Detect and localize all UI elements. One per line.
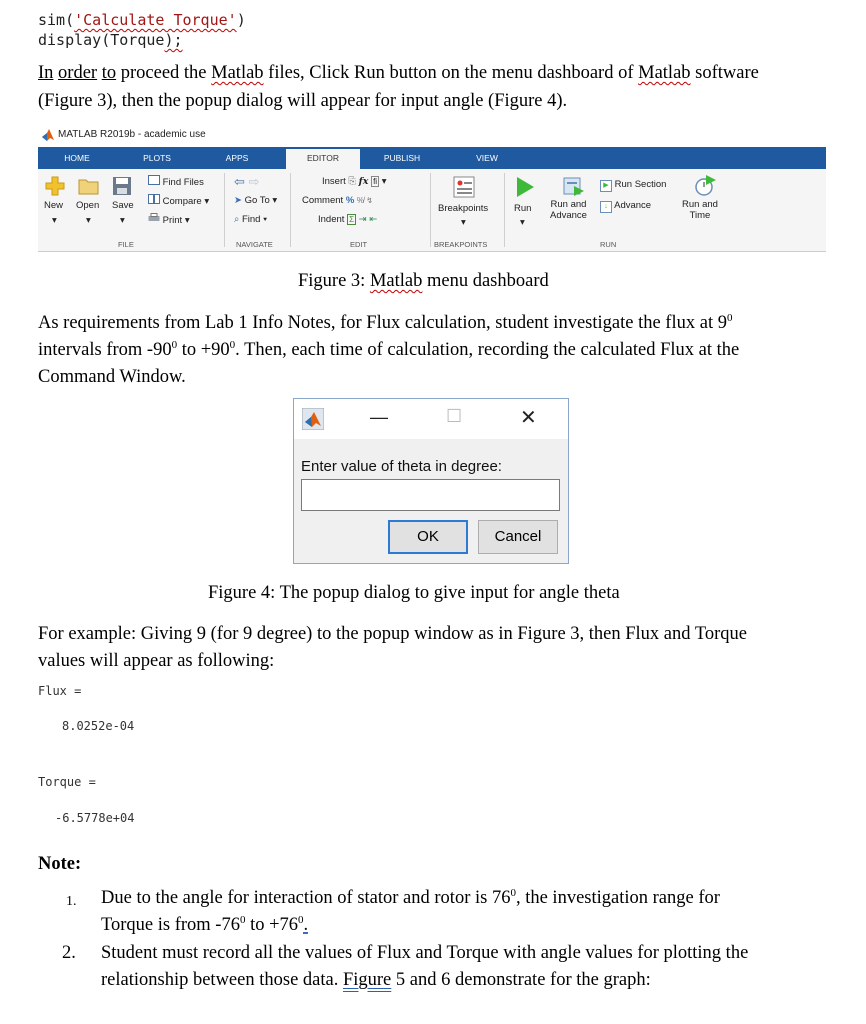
tab-apps[interactable]: APPS: [225, 153, 249, 163]
note-2-line-1: Student must record all the values of Flux and Torque with angle values for plotting the: [101, 943, 749, 963]
new-plus-icon[interactable]: [44, 175, 66, 197]
indent-button[interactable]: Indent Σ ⇥ ⇤: [318, 214, 378, 225]
save-disk-icon[interactable]: [112, 176, 132, 196]
matlab-logo-icon: [302, 408, 324, 430]
compare-icon: [148, 194, 160, 204]
breakpoints-group-label: BREAKPOINTS: [434, 240, 488, 249]
matlab-ribbon: [38, 169, 826, 252]
run-and-advance-button[interactable]: Run and Advance: [550, 199, 587, 221]
run-and-time-icon[interactable]: [694, 173, 718, 197]
magnifier-icon: ⌕: [234, 214, 240, 225]
note-1-number: 1.: [66, 894, 77, 909]
comment-toggle-icon: %̸ ↯: [356, 196, 373, 205]
note-1-line-1: Due to the angle for interaction of stator and rotor is $76^0$, the investigation range for: [101, 886, 720, 908]
indent-icon: ⇥: [358, 214, 367, 225]
dialog-title-bar: [294, 399, 568, 439]
navigate-group-label: NAVIGATE: [236, 240, 273, 249]
open-button[interactable]: Open: [76, 200, 100, 211]
minimize-icon[interactable]: —: [370, 407, 388, 427]
flux-value: 8.0252e-04: [62, 719, 135, 733]
ribbon-separator: [430, 173, 431, 247]
maximize-icon[interactable]: ☐: [446, 406, 463, 426]
run-play-icon[interactable]: [514, 175, 536, 199]
compare-button[interactable]: Compare ▾: [148, 194, 209, 207]
theta-input-dialog: [293, 398, 569, 564]
print-icon: [148, 213, 160, 223]
dialog-prompt: Enter value of theta in degree:: [301, 458, 502, 475]
matlab-tab-bar: [38, 147, 826, 169]
matlab-toolstrip: [38, 124, 826, 257]
tab-home[interactable]: HOME: [64, 153, 90, 163]
requirements-line-1: As requirements from Lab 1 Info Notes, for Flux calculation, student investigate the flux at $9^0$: [38, 311, 733, 333]
ok-button[interactable]: OK: [388, 520, 468, 554]
advance-icon: ↓: [600, 201, 612, 213]
new-dropdown-arrow-icon[interactable]: ▾: [52, 215, 57, 226]
flux-label: Flux =: [38, 684, 82, 698]
torque-label: Torque =: [38, 775, 96, 789]
tab-publish[interactable]: PUBLISH: [383, 153, 421, 163]
percent-icon: %: [345, 195, 355, 206]
breakpoints-dropdown-arrow-icon[interactable]: ▾: [461, 217, 466, 228]
tab-editor[interactable]: EDITOR: [286, 149, 360, 169]
save-button[interactable]: Save: [112, 200, 134, 211]
run-button[interactable]: Run: [514, 203, 532, 214]
note-2-line-2: relationship between those data. Figure 5 and 6 demonstrate for the graph:: [101, 970, 651, 990]
code-line-1: sim('Calculate Torque'): [38, 11, 246, 29]
insert-button[interactable]: Insert ⎘ fx fi ▾: [322, 176, 387, 187]
cancel-button[interactable]: Cancel: [478, 520, 558, 554]
run-and-advance-icon[interactable]: [562, 174, 586, 198]
find-files-button[interactable]: Find Files: [148, 175, 204, 188]
save-dropdown-arrow-icon[interactable]: ▾: [120, 215, 125, 226]
run-section-icon: ▶: [600, 180, 612, 192]
run-section-button[interactable]: ▶ Run Section: [600, 179, 666, 192]
theta-input[interactable]: [301, 479, 560, 511]
advance-button[interactable]: ↓ Advance: [600, 200, 651, 213]
close-icon[interactable]: ✕: [520, 407, 537, 429]
code-line-2: display(Torque);: [38, 31, 183, 49]
intro-line-1: In order to proceed the Matlab files, Click Run button on the menu dashboard of Matlab software: [38, 63, 759, 83]
note-2-number: 2.: [62, 943, 76, 963]
requirements-line-2: intervals from $-90^0$ to $+90^0$. Then, each time of calculation, recording the calculated Flux at the: [38, 338, 740, 360]
ribbon-separator: [290, 173, 291, 247]
file-group-label: FILE: [118, 240, 134, 249]
outdent-icon: ⇤: [369, 214, 378, 225]
note-heading: Note:: [38, 854, 82, 874]
ribbon-separator: [224, 173, 225, 247]
matlab-title-bar: [38, 124, 826, 146]
matlab-window-title: MATLAB R2019b - academic use: [58, 129, 206, 140]
run-dropdown-arrow-icon[interactable]: ▾: [520, 217, 525, 228]
function-box-icon: fi: [373, 177, 378, 186]
comment-button[interactable]: Comment % %̸ ↯: [302, 195, 373, 206]
smart-indent-icon: Σ: [349, 215, 355, 224]
figure-4-caption: Figure 4: The popup dialog to give input for angle theta: [208, 583, 620, 603]
run-group-label: RUN: [600, 240, 617, 249]
print-button[interactable]: Print ▾: [148, 213, 190, 226]
breakpoints-button[interactable]: Breakpoints: [438, 203, 489, 214]
find-files-icon: [148, 175, 160, 185]
open-dropdown-arrow-icon[interactable]: ▾: [86, 215, 91, 226]
breakpoints-icon[interactable]: [452, 175, 476, 199]
run-and-time-button[interactable]: Run and Time: [682, 199, 718, 221]
new-button[interactable]: New: [44, 200, 64, 211]
fx-icon: fx: [358, 176, 369, 187]
figure-3-caption: Figure 3: Matlab menu dashboard: [298, 271, 549, 291]
open-folder-icon[interactable]: [78, 177, 100, 195]
tab-plots[interactable]: PLOTS: [143, 153, 171, 163]
intro-line-2: (Figure 3), then the popup dialog will appear for input angle (Figure 4).: [38, 91, 568, 111]
ribbon-separator: [504, 173, 505, 247]
back-forward-arrows-icon[interactable]: ⇦ ⇨: [234, 174, 260, 189]
tab-view[interactable]: VIEW: [476, 153, 498, 163]
example-line-1: For example: Giving 9 (for 9 degree) to the popup window as in Figure 3, then Flux and Torque: [38, 624, 747, 644]
example-line-2: values will appear as following:: [38, 651, 275, 671]
matlab-logo-icon: [41, 128, 55, 142]
find-button[interactable]: ⌕ Find ▾: [234, 214, 268, 225]
goto-button[interactable]: ➤ Go To ▾: [234, 195, 278, 206]
insert-icon: ⎘: [348, 176, 357, 187]
note-1-line-2: Torque is from $-76^0$ to $+76^0$.: [101, 913, 309, 935]
goto-arrow-icon: ➤: [234, 195, 242, 206]
torque-value: -6.5778e+04: [55, 811, 135, 825]
requirements-line-3: Command Window.: [38, 367, 186, 387]
edit-group-label: EDIT: [350, 240, 368, 249]
